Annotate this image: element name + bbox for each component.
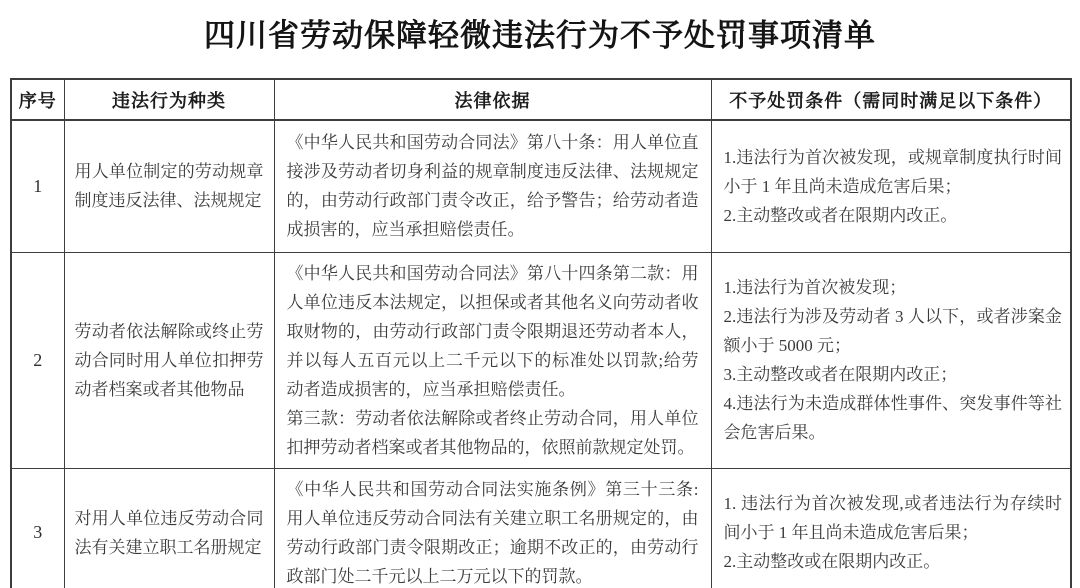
cell-conditions (711, 468, 1071, 588)
condition-item: 4.违法行为未造成群体性事件、突发事件等社会危害后果。 (723, 394, 1062, 442)
condition-item: 2.违法行为涉及劳动者 3 人以下，或者涉案金额小于 5000 元； (723, 307, 1062, 355)
col-header-serial: 序号 (11, 79, 64, 120)
page-title: 四川省劳动保障轻微违法行为不予处罚事项清单 (204, 18, 876, 53)
cell-violation-type (64, 468, 274, 588)
legal-paragraph: 第三款：劳动者依法解除或者终止劳动合同，用人单位扣押劳动者档案或者其他物品的，依照前款规定处罚。 (286, 408, 699, 457)
col-header-violation-type: 违法行为种类 (64, 79, 274, 120)
cell-legal-basis (274, 468, 711, 588)
table-header-row (11, 79, 1071, 120)
cell-serial: 1 (11, 120, 64, 252)
violation-text: 用人单位制定的劳动规章制度违反法律、法规规定 (74, 162, 264, 211)
condition-item: 1.违法行为首次被发现； (723, 278, 907, 297)
condition-item: 3.主动整改或者在限期内改正； (723, 365, 958, 384)
table-row (11, 468, 1071, 588)
cell-serial: 2 (11, 252, 64, 468)
cell-legal-basis (274, 120, 711, 252)
cell-legal-basis (274, 252, 711, 468)
violation-text: 劳动者依法解除或终止劳动合同时用人单位扣押劳动者档案或者其他物品 (74, 321, 264, 399)
table-row (11, 252, 1071, 468)
non-punishment-items-table (10, 78, 1072, 588)
cell-serial: 3 (11, 468, 64, 588)
cell-violation-type (64, 252, 274, 468)
legal-paragraph: 《中华人民共和国劳动合同法》第八十四条第二款：用人单位违反本法规定，以担保或者其他名义向劳动者收取财物的，由劳动行政部门责令限期退还劳动者本人，并以每人五百元以上二千元以下的标准处以罚款;给劳动者造成损害的，应当承担赔偿责任。 (286, 263, 699, 399)
col-header-conditions: 不予处罚条件（需同时满足以下条件） (711, 79, 1071, 120)
table-row (11, 120, 1071, 252)
cell-conditions (711, 252, 1071, 468)
condition-item: 1.违法行为首次被发现，或规章制度执行时间小于 1 年且尚未造成危害后果； (723, 147, 1062, 196)
cell-conditions (711, 120, 1071, 252)
condition-item: 2.主动整改或在限期内改正。 (723, 552, 941, 571)
violation-text: 对用人单位违反劳动合同法有关建立职工名册规定 (74, 508, 264, 557)
cell-violation-type (64, 120, 274, 252)
col-header-legal-basis: 法律依据 (274, 79, 711, 120)
condition-item: 2.主动整改或者在限期内改正。 (723, 205, 958, 225)
legal-paragraph: 《中华人民共和国劳动合同法》第八十条：用人单位直接涉及劳动者切身利益的规章制度违反法律、法规规定的，由劳动行政部门责令改正，给予警告；给劳动者造成损害的，应当承担赔偿责任。 (286, 133, 699, 240)
legal-paragraph: 《中华人民共和国劳动合同法实施条例》第三十三条:用人单位违反劳动合同法有关建立职工名册规定的，由劳动行政部门责令限期改正；逾期不改正的，由劳动行政部门处二千元以上二万元以下的罚款。 (286, 479, 699, 586)
condition-item: 1. 违法行为首次被发现,或者违法行为存续时间小于 1 年且尚未造成危害后果； (723, 494, 1062, 542)
